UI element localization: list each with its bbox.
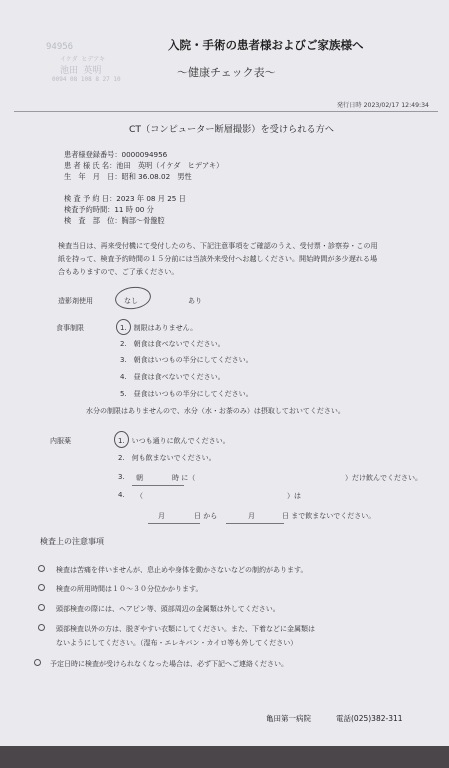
meal-label: 食事制限 bbox=[56, 324, 84, 332]
faint-text: 0094 08 108 8 27 10 bbox=[52, 76, 121, 83]
meds-option: 2. 何も飲まないでください。 bbox=[118, 454, 216, 462]
bullet-icon bbox=[38, 604, 45, 611]
fill-in-line bbox=[148, 523, 200, 524]
meds-morning-label: 朝 bbox=[136, 474, 143, 482]
bullet-icon bbox=[38, 624, 45, 631]
contrast-option-yes: あり bbox=[188, 297, 202, 305]
contrast-label: 造影剤使用 bbox=[58, 297, 93, 305]
meds-month-label: 月 bbox=[158, 512, 165, 520]
exam-time: 検査予約時間：11 時 00 分 bbox=[64, 205, 154, 214]
meds-label: 内服薬 bbox=[50, 437, 71, 445]
document-title: 入院・手術の患者様およびご家族様へ bbox=[168, 38, 364, 52]
faint-text: 池田 英明 bbox=[60, 66, 102, 76]
exam-heading: CT（コンピューター断層撮影）を受けられる方へ bbox=[129, 124, 334, 135]
header-divider bbox=[14, 111, 438, 112]
background-surface bbox=[0, 746, 449, 768]
hospital-phone: 電話(025)382-311 bbox=[336, 714, 403, 723]
precaution-item: 予定日時に検査が受けられなくなった場合は、必ず下記へご連絡ください。 bbox=[50, 660, 288, 668]
meal-option: 4. 昼食は食べないでください。 bbox=[120, 373, 225, 381]
meal-option: 1. 制限はありません。 bbox=[120, 324, 198, 332]
fill-in-line bbox=[226, 523, 284, 524]
meds-day-from-label: 日 から bbox=[194, 512, 218, 520]
contrast-option-no: なし bbox=[124, 297, 138, 305]
notice-line: 紙を持って、検査予約時間の１５分前には当該外来受付へお越しください。開始時間が多少遅れる場 bbox=[58, 254, 378, 263]
exam-site: 検 査 部 位：胸部～骨盤腔 bbox=[64, 216, 165, 225]
faint-text: 94956 bbox=[46, 42, 74, 52]
hospital-name: 亀田第一病院 bbox=[266, 714, 311, 723]
fill-in-line bbox=[132, 485, 184, 486]
precaution-item: 頭部検査以外の方は、脱ぎやすい衣類にしてください。また、下着などに金属類は bbox=[56, 625, 315, 633]
issue-date: 発行日時 2023/02/17 12:49:34 bbox=[336, 102, 429, 109]
meal-option: 2. 朝食は食べないでください。 bbox=[120, 340, 225, 348]
bullet-icon bbox=[38, 565, 45, 572]
meds-option: 1. いつも通りに飲んでください。 bbox=[118, 437, 230, 445]
exam-date: 検 査 予 約 日：2023 年 08 月 25 日 bbox=[64, 194, 186, 203]
precaution-item: 検査の所用時間は１０～３０分位かかります。 bbox=[56, 585, 203, 593]
notice-line: 合もありますので、ご了承ください。 bbox=[58, 267, 179, 276]
patient-dob: 生 年 月 日：昭和 36.08.02 男性 bbox=[64, 172, 192, 181]
meds-month-label: 月 bbox=[248, 512, 255, 520]
meal-option: 3. 朝食はいつもの半分にしてください。 bbox=[120, 356, 253, 364]
meds-open-paren: （ bbox=[136, 492, 143, 500]
faint-text: イケダ ヒデアキ bbox=[60, 56, 105, 63]
notice-line: 検査当日は、再来受付機にて受付したのち、下記注意事項をご確認のうえ、受付票・診察券・この用 bbox=[58, 241, 378, 250]
bullet-icon bbox=[34, 659, 41, 666]
precaution-item: 検査は苦痛を伴いませんが、息止めや身体を動かさないなどの制約があります。 bbox=[56, 566, 308, 574]
meds-time-label: 時 に（ bbox=[172, 474, 196, 482]
meal-option: 5. 昼食はいつもの半分にしてください。 bbox=[120, 390, 253, 398]
meds-option-number: 4. bbox=[118, 491, 125, 499]
meds-day-until-label: 日 まで飲まないでください。 bbox=[282, 512, 376, 520]
bullet-icon bbox=[38, 584, 45, 591]
water-note: 水分の制限はありませんので、水分（水・お茶のみ）は摂取しておいてください。 bbox=[86, 407, 345, 415]
meds-close-paren: ）は bbox=[287, 492, 301, 500]
meds-option-number: 3. bbox=[118, 473, 125, 481]
patient-id: 患者様登録番号：0000094956 bbox=[64, 150, 168, 159]
meds-only-label: ）だけ飲んでください。 bbox=[345, 474, 422, 482]
document-subtitle: ～健康チェック表～ bbox=[177, 66, 276, 79]
precautions-title: 検査上の注意事項 bbox=[40, 537, 104, 546]
precaution-item: 頭部検査の際には、ヘアピン等、頭部周辺の金属類は外してください。 bbox=[56, 605, 280, 613]
patient-name: 患 者 様 氏 名：池田 英明（イケダ ヒデアキ） bbox=[64, 161, 224, 170]
precaution-item: ないようにしてください。（湿布・エレキバン・カイロ等も外してください） bbox=[56, 639, 298, 647]
